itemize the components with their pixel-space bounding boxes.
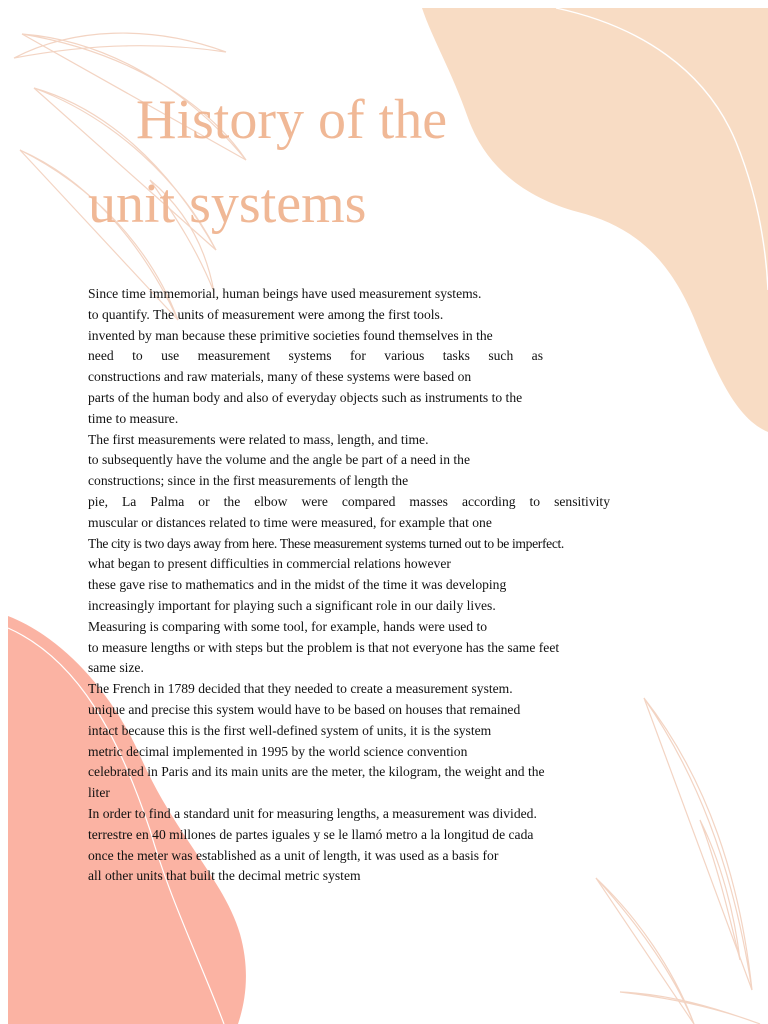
body-line: Since time immemorial, human beings have used measurement systems.: [88, 286, 482, 301]
body-line: unique and precise this system would have to be based on houses that remained: [88, 701, 521, 717]
body-line: to measure lengths or with steps but the problem is that not everyone has the same feet: [88, 639, 560, 655]
body-line: to subsequently have the volume and the angle be part of a need in the: [88, 452, 471, 468]
body-line: constructions; since in the first measurements of length the: [88, 473, 409, 489]
body-line: metric decimal implemented in 1995 by the world science convention: [88, 743, 468, 759]
body-line: need to use measurement systems for various tasks such as: [88, 348, 543, 364]
title-line-1: History of the: [136, 89, 448, 151]
page-title: [88, 78, 447, 246]
body-line: all other units that built the decimal metric system: [88, 868, 361, 884]
body-line: liter: [88, 785, 110, 801]
body-line: constructions and raw materials, many of these systems were based on: [88, 369, 472, 385]
body-line: The French in 1789 decided that they needed to create a measurement system.: [88, 681, 513, 697]
body-line: once the meter was established as a unit of length, it was used as a basis for: [88, 847, 499, 863]
body-line: increasingly important for playing such a significant role in our daily lives.: [88, 597, 496, 613]
body-line: pie, La Palma or the elbow were compared masses according to sensitivity: [88, 493, 610, 509]
body-line: In order to find a standard unit for measuring lengths, a measurement was divided.: [88, 805, 537, 821]
body-line: time to measure.: [88, 410, 179, 426]
body-line: parts of the human body and also of everyday objects such as instruments to the: [88, 389, 523, 405]
body-line: muscular or distances related to time were measured, for example that one: [88, 514, 492, 530]
body-line: celebrated in Paris and its main units are the meter, the kilogram, the weight and the: [88, 764, 545, 780]
body-text: [88, 284, 640, 887]
body-line: The city is two days away from here. These measurement systems turned out to be imperfect.: [88, 535, 564, 551]
body-line: intact because this is the first well-defined system of units, it is the system: [88, 722, 492, 738]
body-line: Measuring is comparing with some tool, for example, hands were used to: [88, 618, 488, 634]
body-line: to quantify. The units of measurement were among the first tools.: [88, 306, 444, 322]
body-line: The first measurements were related to mass, length, and time.: [88, 431, 429, 447]
body-line: what began to present difficulties in commercial relations however: [88, 556, 451, 572]
body-line: invented by man because these primitive societies found themselves in the: [88, 327, 493, 343]
title-line-2: unit systems: [88, 173, 367, 235]
body-line: same size.: [88, 660, 144, 676]
body-line: terrestre en 40 millones de partes iguales y se le llamó metro a la longitud de cada: [88, 826, 534, 842]
body-line: these gave rise to mathematics and in the midst of the time it was developing: [88, 577, 507, 593]
